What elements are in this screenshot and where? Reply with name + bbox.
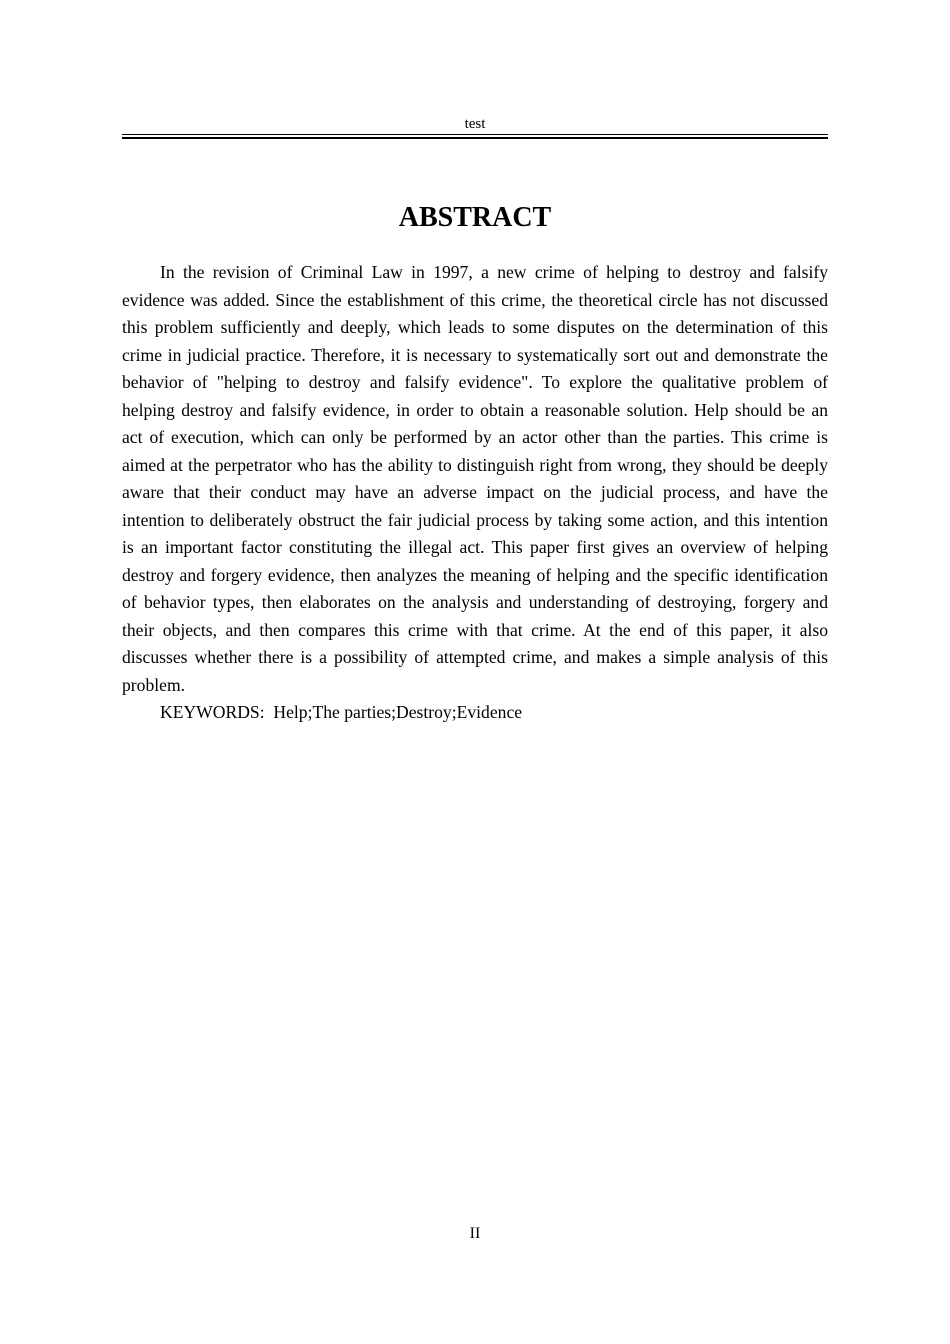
abstract-title: ABSTRACT	[398, 202, 552, 233]
page-number: II	[469, 1225, 481, 1242]
running-header: test	[464, 116, 486, 132]
header-double-rule	[122, 134, 828, 139]
keywords-label: KEYWORDS:	[160, 702, 265, 722]
keywords-value: Help;The parties;Destroy;Evidence	[273, 702, 523, 722]
keywords-line	[122, 699, 828, 727]
abstract-paragraph: In the revision of Criminal Law in 1997, a new crime of helping to destroy and falsify evidence was added. Since the establishment of this crime, the theoretical circle has not discussed this problem sufficiently and deeply, which leads to some disputes on the determination of this crime in judicial practice. Therefore, it is necessary to systematically sort out and demonstrate the behavior of "helping to destroy and falsify evidence". To explore the qualitative problem of helping destroy and falsify evidence, in order to obtain a reasonable solution. Help should be an act of execution, which can only be performed by an actor other than the parties. This crime is aimed at the perpetrator who has the ability to distinguish right from wrong, they should be deeply aware that their conduct may have an adverse impact on the judicial process, and have the intention to deliberately obstruct the fair judicial process by taking some action, and this intention is an important factor constituting the illegal act. This paper first gives an overview of helping destroy and forgery evidence, then analyzes the meaning of helping and the specific identification of behavior types, then elaborates on the analysis and understanding of destroying, forgery and their objects, and then compares this crime with that crime. At the end of this paper, it also discusses whether there is a possibility of attempted crime, and makes a simple analysis of this problem.	[122, 262, 828, 695]
abstract-body	[122, 259, 828, 727]
